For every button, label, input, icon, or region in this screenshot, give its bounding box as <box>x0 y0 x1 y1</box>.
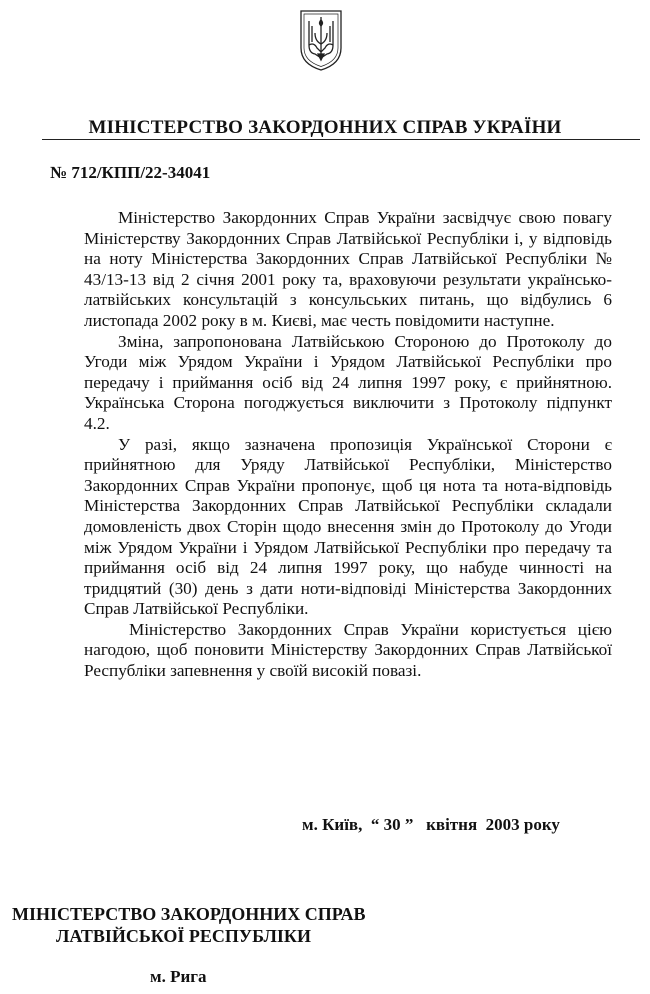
body-paragraph-3: У разі, якщо зазначена пропозиція Української Сторони є прийнятною для Уряду Латвійської Республіки, Міністерство Закордонних Справ України пропонує, щоб ця нота та нота-відповідь Міністерства Закордонних Справ Латвійської Республіки складали домовленість двох Сторін щодо внесення змін до Протоколу до Угоди між Урядом України і Урядом Латвійської Республіки про передачу та приймання осіб від 24 липня 1997 року, що набуде чинності на тридцятий (30) день з дати ноти-відповіді Міністерства Закордонних Справ Латвійської Республіки. <box>84 434 612 619</box>
place-and-date: м. Київ, “ 30 ” квітня 2003 року <box>302 815 560 834</box>
note-body <box>84 208 612 682</box>
body-paragraph-2: Зміна, запропонована Латвійською Стороною до Протоколу до Угоди між Урядом України і Урядом Латвійської Республіки про передачу і приймання осіб від 24 липня 1997 року, є прийнятною. Українська Сторона погоджується виключити з Протоколу підпункт 4.2. <box>84 331 612 433</box>
body-paragraph-1: Міністерство Закордонних Справ України засвідчує свою повагу Міністерству Закордонних Справ Латвійської Республіки і, у відповідь на ноту Міністерства Закордонних Справ Латвійської Республіки № 43/13-13 від 2 січня 2001 року та, враховуючи результати українсько-латвійських консультацій з консульських питань, що відбулись 6 листопада 2002 року в м. Києві, має честь повідомити наступне. <box>84 208 612 330</box>
note-number: № 712/КПП/22-34041 <box>50 163 211 182</box>
addressee-republic: ЛАТВІЙСЬКОЇ РЕСПУБЛІКИ <box>56 926 311 946</box>
ministry-header-title: МІНІСТЕРСТВО ЗАКОРДОННИХ СПРАВ УКРАЇНИ <box>88 117 562 138</box>
header-underline <box>42 139 640 140</box>
addressee-ministry: МІНІСТЕРСТВО ЗАКОРДОННИХ СПРАВ <box>12 904 366 924</box>
trident-emblem-icon <box>298 8 344 72</box>
addressee-city: м. Рига <box>150 967 207 986</box>
body-paragraph-4: Міністерство Закордонних Справ України користується цією нагодою, щоб поновити Міністерству Закордонних Справ Латвійської Республіки запевнення у своїй високій повазі. <box>84 619 612 681</box>
